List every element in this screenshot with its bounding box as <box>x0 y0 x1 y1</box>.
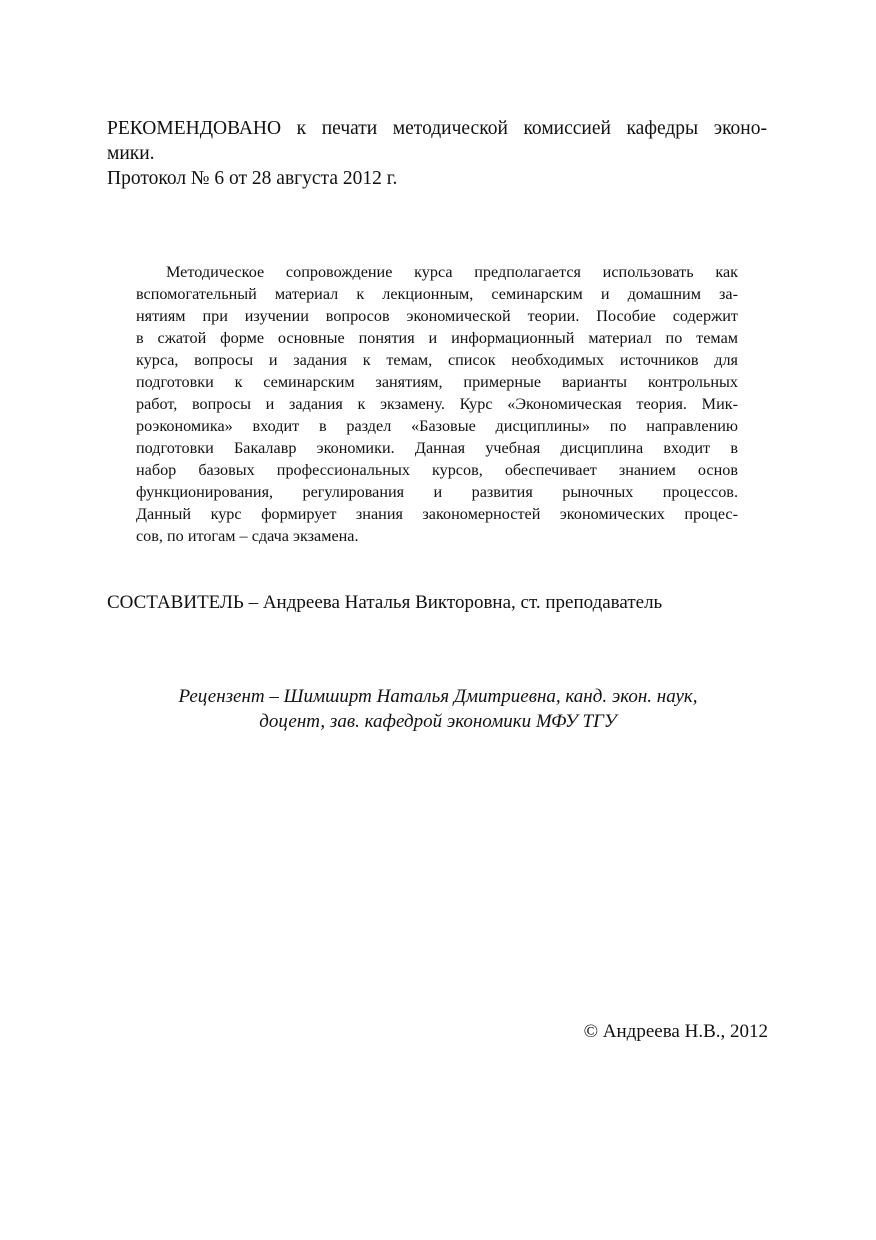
protocol-line: Протокол № 6 от 28 августа 2012 г. <box>107 168 398 189</box>
abstract-line: Методическое сопровождение курса предполагается использовать как <box>166 263 738 281</box>
abstract-line: подготовки Бакалавр экономики. Данная учебная дисциплина входит в <box>136 439 738 457</box>
abstract-line: набор базовых профессиональных курсов, обеспечивает знанием основ <box>136 461 738 479</box>
abstract-line: в сжатой форме основные понятия и информационный материал по темам <box>136 329 738 347</box>
compiler-line: СОСТАВИТЕЛЬ – Андреева Наталья Викторовна, ст. преподаватель <box>107 592 663 613</box>
copyright-line: © Андреева Н.В., 2012 <box>583 1021 768 1042</box>
abstract-line: Данный курс формирует знания закономерностей экономических процес- <box>136 505 738 523</box>
abstract-line: роэкономика» входит в раздел «Базовые дисциплины» по направлению <box>136 417 738 435</box>
abstract-line: функционирования, регулирования и развития рыночных процессов. <box>136 483 738 501</box>
reviewer-line-1: Рецензент – Шимширт Наталья Дмитриевна, канд. экон. наук, <box>178 686 698 707</box>
recommendation-line-1: РЕКОМЕНДОВАНО к печати методической комиссией кафедры эконо- <box>107 118 767 139</box>
abstract-line: курса, вопросы и задания к темам, список необходимых источников для <box>136 351 738 369</box>
abstract-line: нятиям при изучении вопросов экономической теории. Пособие содержит <box>136 307 738 325</box>
abstract-line: подготовки к семинарским занятиям, примерные варианты контрольных <box>136 373 738 391</box>
abstract-line: вспомогательный материал к лекционным, семинарским и домашним за- <box>136 285 738 303</box>
abstract-line: сов, по итогам – сдача экзамена. <box>136 527 359 545</box>
reviewer-line-2: доцент, зав. кафедрой экономики МФУ ТГУ <box>259 711 617 732</box>
abstract-line: работ, вопросы и задания к экзамену. Курс «Экономическая теория. Мик- <box>136 395 738 413</box>
recommendation-line-2: мики. <box>107 143 155 164</box>
